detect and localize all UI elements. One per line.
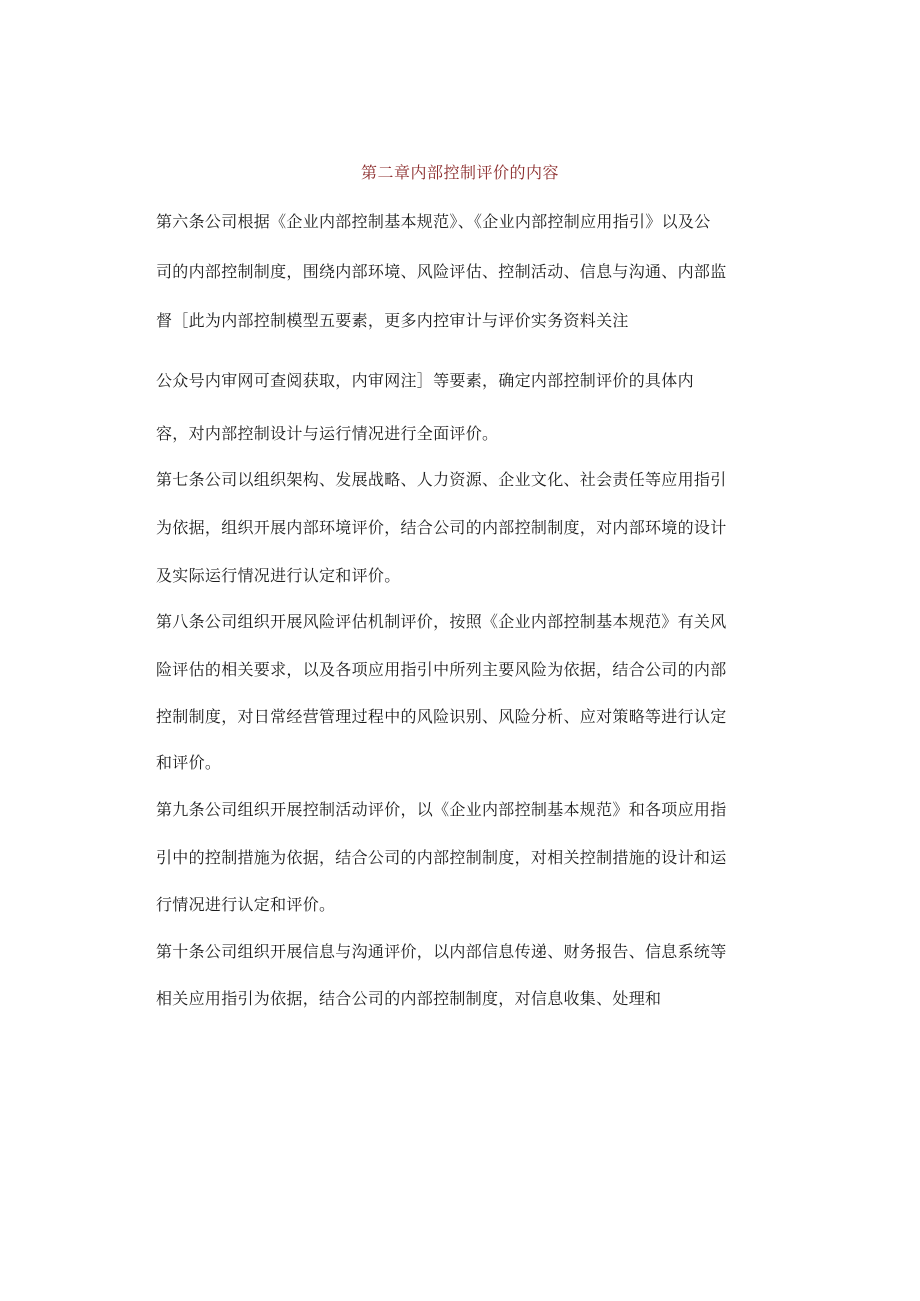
body-line: 控制制度，对日常经营管理过程中的风险识别、风险分析、应对策略等进行认定 — [156, 707, 727, 726]
body-line: 司的内部控制制度，围绕内部环境、风险评估、控制活动、信息与沟通、内部监 — [156, 262, 727, 281]
body-line: 第十条公司组织开展信息与沟通评价，以内部信息传递、财务报告、信息系统等 — [156, 942, 727, 961]
body-line: 行情况进行认定和评价。 — [156, 895, 336, 914]
body-line: 和评价。 — [156, 753, 222, 772]
body-line: 第九条公司组织开展控制活动评价，以《企业内部控制基本规范》和各项应用指 — [156, 800, 727, 819]
body-line: 第六条公司根据《企业内部控制基本规范》、《企业内部控制应用指引》以及公 — [156, 212, 711, 231]
body-line: 督［此为内部控制模型五要素，更多内控审计与评价实务资料关注 — [156, 311, 629, 330]
body-line: 相关应用指引为依据，结合公司的内部控制制度，对信息收集、处理和 — [156, 989, 662, 1008]
body-line: 险评估的相关要求，以及各项应用指引中所列主要风险为依据，结合公司的内部 — [156, 660, 727, 679]
body-line: 引中的控制措施为依据，结合公司的内部控制制度，对相关控制措施的设计和运 — [156, 848, 727, 867]
chapter-title: 第二章内部控制评价的内容 — [360, 163, 559, 182]
body-line: 容，对内部控制设计与运行情况进行全面评价。 — [156, 424, 499, 443]
body-line: 公众号内审网可查阅获取，内审网注］等要素，确定内部控制评价的具体内 — [156, 371, 694, 390]
body-line: 及实际运行情况进行认定和评价。 — [156, 566, 401, 585]
body-line: 第七条公司以组织架构、发展战略、人力资源、企业文化、社会责任等应用指引 — [156, 470, 727, 489]
body-line: 为依据，组织开展内部环境评价，结合公司的内部控制制度，对内部环境的设计 — [156, 518, 727, 537]
body-line: 第八条公司组织开展风险评估机制评价，按照《企业内部控制基本规范》有关风 — [156, 612, 727, 631]
